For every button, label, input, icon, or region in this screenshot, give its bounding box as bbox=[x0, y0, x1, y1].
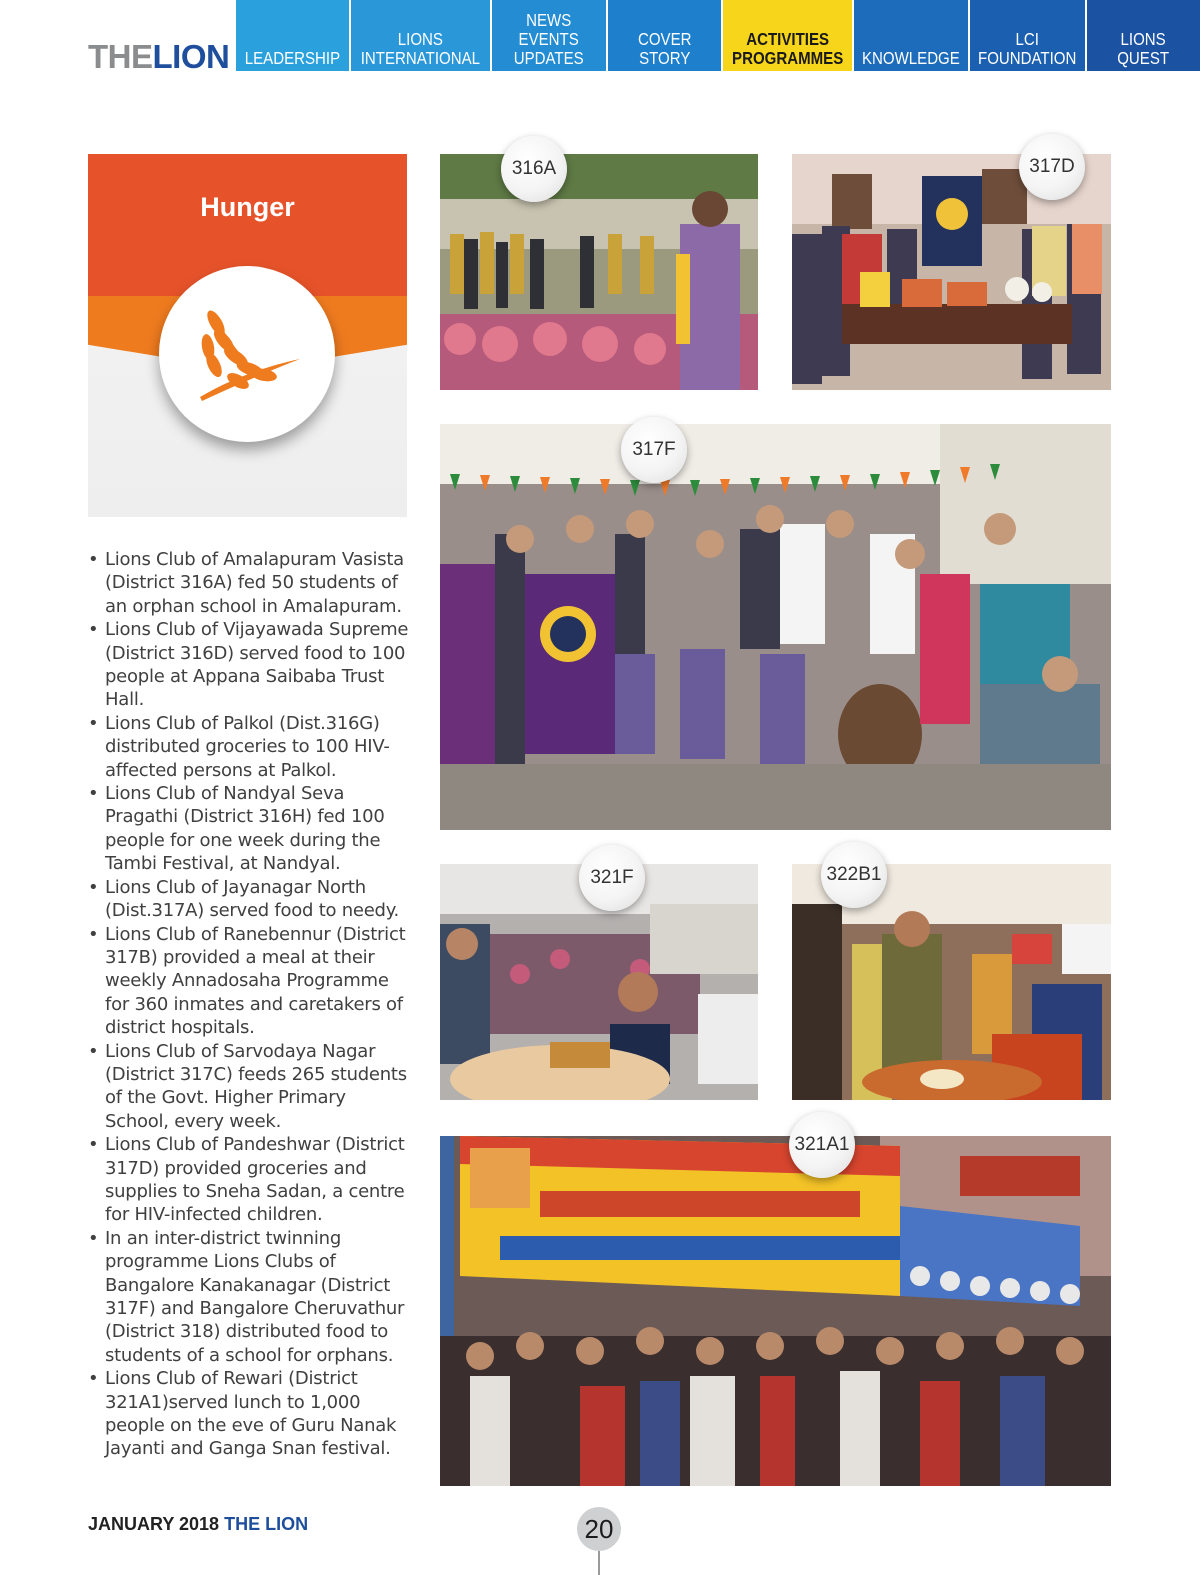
photo-317f-image bbox=[440, 424, 1111, 830]
list-item: • In an inter-district twinning programme Lions Clubs of Bangalore Kanakanagar (District 317F) and Bangalore Cheruvathur (District 318) distributed food to students of a school for orphans. bbox=[88, 1227, 413, 1367]
magazine-logo bbox=[88, 40, 229, 73]
list-item: • Lions Club of Palkol (Dist.316G) distributed groceries to 100 HIV-affected persons at Palkol. bbox=[88, 712, 413, 782]
tab-lions-quest[interactable]: LIONS QUEST bbox=[1087, 0, 1200, 71]
logo-the: THE bbox=[88, 38, 153, 75]
photo-316a bbox=[440, 154, 758, 390]
footer-magazine: THE LION bbox=[224, 1514, 309, 1534]
list-item: • Lions Club of Rewari (District 321A1)served lunch to 1,000 people on the eve of Guru Nanak Jayanti and Ganga Snan festival. bbox=[88, 1367, 413, 1461]
list-item: • Lions Club of Amalapuram Vasista (District 316A) fed 50 students of an orphan school in Amalapuram. bbox=[88, 548, 413, 618]
logo-lion: LION bbox=[152, 38, 230, 75]
photo-321f bbox=[440, 864, 758, 1100]
district-badge: 317F bbox=[621, 417, 687, 483]
tab-activities-programmes[interactable]: ACTIVITIES PROGRAMMES bbox=[723, 0, 852, 71]
hunger-title: Hunger bbox=[200, 192, 295, 222]
photo-316a-image bbox=[440, 154, 758, 390]
photo-317d bbox=[792, 154, 1111, 390]
photo-322b1 bbox=[792, 864, 1111, 1100]
page-number: 20 bbox=[577, 1507, 621, 1551]
photo-321a1-image bbox=[440, 1136, 1111, 1486]
list-item: • Lions Club of Nandyal Seva Pragathi (District 316H) fed 100 people for one week during the Tambi Festival, at Nandyal. bbox=[88, 782, 413, 876]
activity-list bbox=[88, 548, 413, 1461]
tab-cover-story[interactable]: COVER STORY bbox=[608, 0, 721, 71]
list-item: • Lions Club of Vijayawada Supreme (District 316D) served food to 100 people at Appana Saibaba Trust Hall. bbox=[88, 618, 413, 712]
footer-date: JANUARY 2018 bbox=[88, 1514, 220, 1534]
footer-issue bbox=[88, 1514, 308, 1535]
tab-knowledge[interactable]: KNOWLEDGE bbox=[854, 0, 968, 71]
district-badge: 321F bbox=[579, 845, 645, 911]
photo-321a1 bbox=[440, 1136, 1111, 1486]
section-nav bbox=[236, 0, 1200, 71]
district-badge: 321A1 bbox=[789, 1112, 855, 1178]
page-number-line bbox=[598, 1551, 600, 1575]
tab-leadership[interactable]: LEADERSHIP bbox=[236, 0, 349, 71]
tab-lions-international[interactable]: LIONS INTERNATIONAL bbox=[351, 0, 490, 71]
photo-317f bbox=[440, 424, 1111, 830]
list-item: • Lions Club of Jayanagar North (Dist.317A) served food to needy. bbox=[88, 876, 413, 923]
wheat-icon bbox=[182, 289, 312, 419]
tab-news-events-updates[interactable]: NEWS EVENTS UPDATES bbox=[492, 0, 605, 71]
tab-lci-foundation[interactable]: LCI FOUNDATION bbox=[970, 0, 1084, 71]
district-badge: 322B1 bbox=[821, 842, 887, 908]
district-badge: 317D bbox=[1019, 134, 1085, 200]
list-item: • Lions Club of Pandeshwar (District 317D) provided groceries and supplies to Sneha Sadan, a centre for HIV-infected children. bbox=[88, 1133, 413, 1227]
list-item: • Lions Club of Ranebennur (District 317B) provided a meal at their weekly Annadosaha Programme for 360 inmates and caretakers of district hospitals. bbox=[88, 923, 413, 1040]
hunger-panel bbox=[88, 154, 407, 517]
hunger-badge bbox=[159, 266, 335, 442]
district-badge: 316A bbox=[501, 136, 567, 202]
list-item: • Lions Club of Sarvodaya Nagar (District 317C) feeds 265 students of the Govt. Higher Primary School, every week. bbox=[88, 1040, 413, 1134]
